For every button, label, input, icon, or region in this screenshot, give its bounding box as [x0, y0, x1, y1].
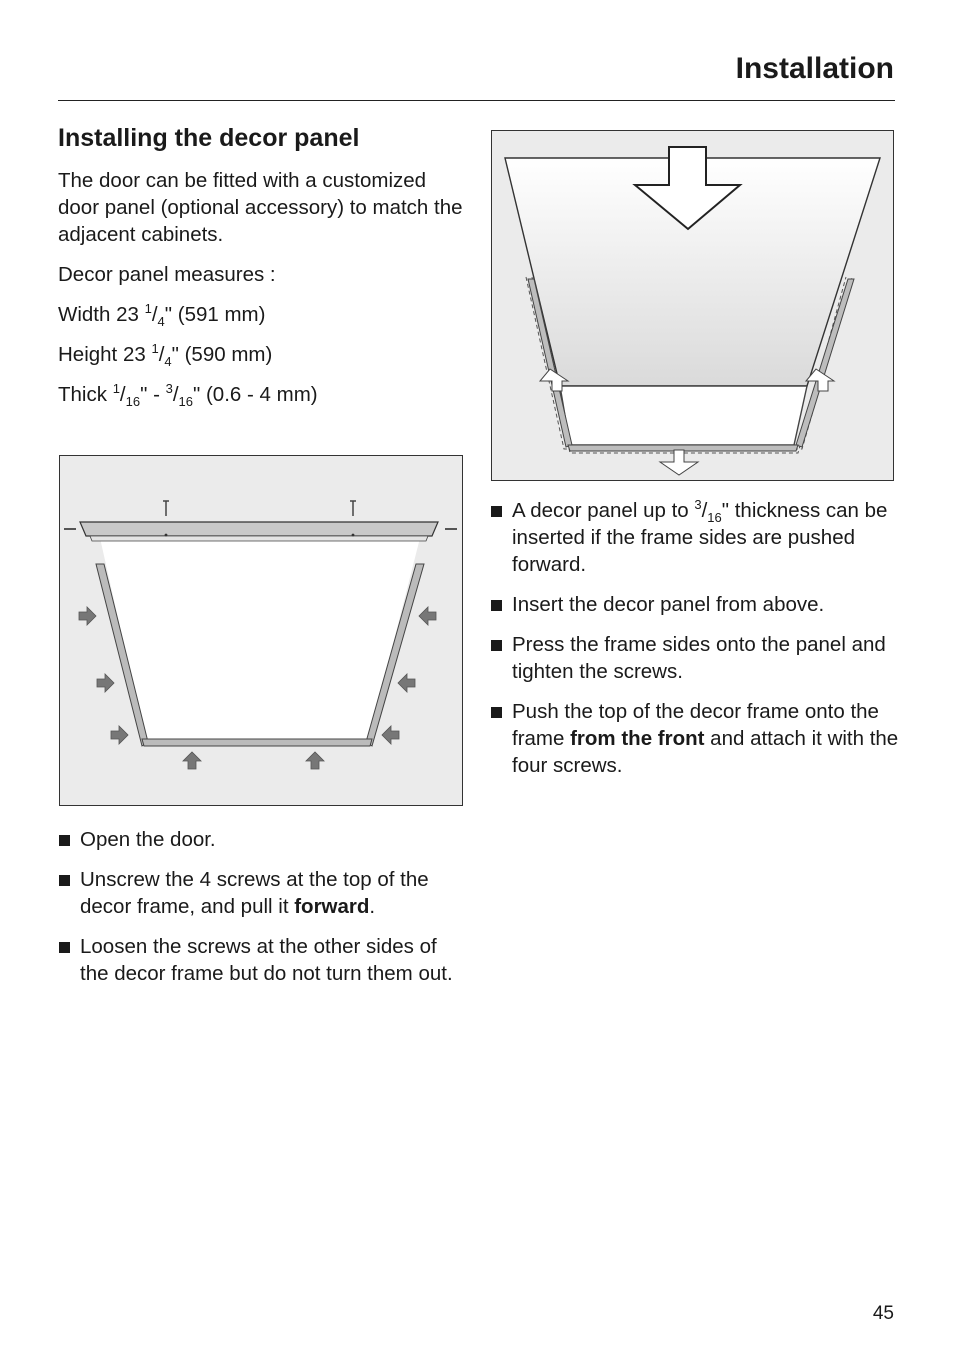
insert-illustration: [492, 131, 892, 479]
section-heading: Installing the decor panel: [58, 124, 360, 152]
figure-insert-panel: [491, 130, 894, 481]
door-panel: [100, 538, 420, 742]
step-unscrew-top: Unscrew the 4 screws at the top of the decor frame, and pull it forward.: [58, 866, 468, 920]
step-open-door: Open the door.: [58, 826, 468, 853]
arrow-right-icon: [111, 726, 128, 744]
right-column: [490, 497, 900, 792]
bullet-icon: [59, 835, 70, 846]
arrow-left-icon: [419, 607, 436, 625]
step-loosen-screws: Loosen the screws at the other sides of the decor frame but do not turn them out.: [58, 933, 468, 987]
arrow-left-icon: [398, 674, 415, 692]
header-divider: [58, 100, 895, 101]
step-press-sides: Press the frame sides onto the panel and tighten the screws.: [490, 631, 900, 685]
bottom-frame: [142, 739, 372, 746]
bullet-icon: [491, 600, 502, 611]
bullet-icon: [491, 707, 502, 718]
left-step-list: [58, 826, 468, 987]
measures-label: Decor panel measures :: [58, 263, 276, 286]
page-number: 45: [872, 1303, 894, 1324]
step-thickness: A decor panel up to $^3/_{16}$" thickness can be inserted if the frame sides are pushed forward.: [490, 497, 900, 578]
bullet-icon: [59, 875, 70, 886]
frame-opening: [560, 386, 807, 445]
bullet-icon: [491, 506, 502, 517]
measure-width: Width 23 $^1/_4$" (591 mm): [58, 301, 266, 330]
arrow-left-icon: [382, 726, 399, 744]
step-push-top: Push the top of the decor frame onto the frame from the front and attach it with the four screws.: [490, 698, 900, 779]
page-header-title: Installation: [735, 52, 894, 85]
measure-thickness: Thick $^1/_{16}$" - $^3/_{16}$" (0.6 - 4 mm): [58, 381, 318, 410]
step-insert-panel: Insert the decor panel from above.: [490, 591, 900, 618]
figure-loosen-frame: [59, 455, 463, 806]
arrow-down-bottom-icon: [660, 450, 698, 475]
left-steps: [58, 826, 468, 1000]
bullet-icon: [491, 640, 502, 651]
measure-height: Height 23 $^1/_4$" (590 mm): [58, 341, 273, 370]
arrow-right-icon: [79, 607, 96, 625]
arrow-up-icon: [306, 752, 324, 769]
frame-illustration: [60, 456, 461, 804]
arrow-up-icon: [183, 752, 201, 769]
arrow-right-icon: [97, 674, 114, 692]
left-column: [58, 122, 468, 421]
intro-paragraph: The door can be fitted with a customized door panel (optional accessory) to match the adjacent cabinets.: [58, 169, 463, 246]
bullet-icon: [59, 942, 70, 953]
top-frame-lip: [90, 536, 428, 541]
right-step-list: [490, 497, 900, 779]
top-frame-bar: [80, 522, 438, 536]
